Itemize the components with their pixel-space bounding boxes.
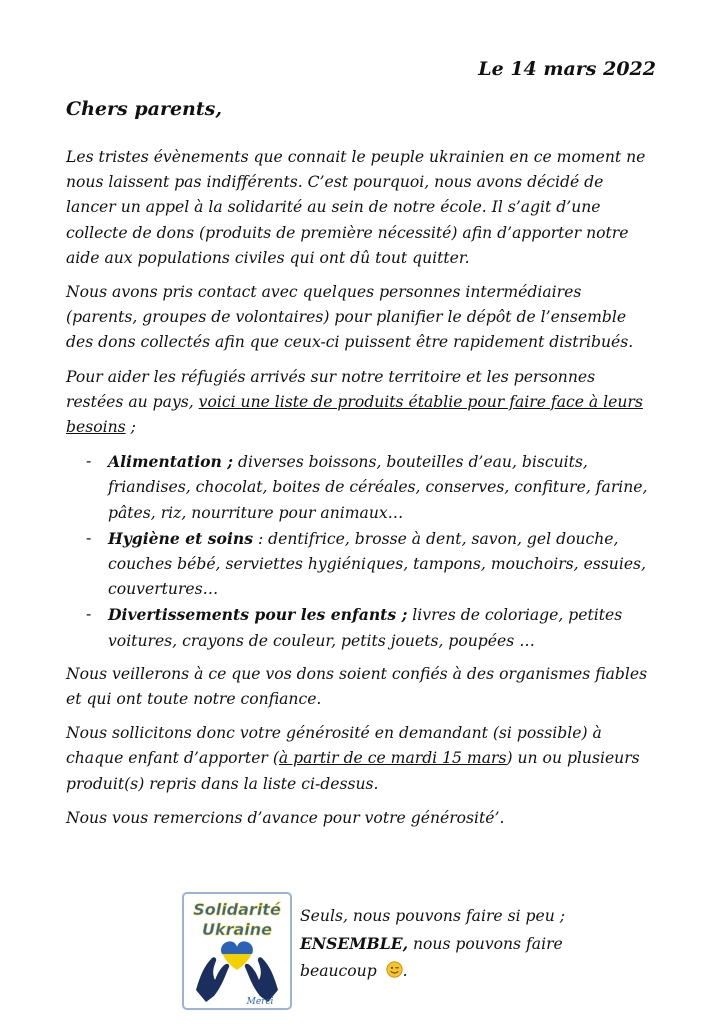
closing-quote: Seuls, nous pouvons faire si peu ; ENSEMBLE, nous pouvons faire beaucoup . [300,907,566,980]
closing-lead: Seuls, nous pouvons faire si peu ; [300,907,566,925]
list-item-text: : dentifrice, brosse à dent, savon, gel douche, couches bébé, serviettes hygiéniques, tampons, mouchoirs, essuies, couvertures… [108,529,647,599]
list-marker: - [86,528,92,547]
paragraph-intro: Les tristes évènements que connait le peuple ukrainien en ce moment ne nous laissent pas indifférents. C’est pourquoi, nous avons décidé de lancer un appel à la solidarité au sein de notre école. Il s’agit d’une collecte de dons (produits de première nécessité) afin d’apporter notre aide aux populations civiles qui ont dû tout quitter. [66,148,646,267]
list-marker: - [86,452,92,471]
paragraph-contacts: Nous avons pris contact avec quelques personnes intermédiaires (parents, groupes de volontaires) pour planifier le dépôt de l’ensemble des dons collectés afin que ceux-ci puissent être rapidement distribués. [66,283,634,352]
list-item-title: Alimentation ; [108,452,234,472]
paragraph-list-intro-tail: ; [125,418,136,437]
letter-greeting: Chers parents, [66,98,222,120]
paragraph-list-intro-lead: Pour aider les réfugiés arrivés sur notre territoire et les personnes restées au pays, [66,367,596,411]
smiley-icon [386,961,403,978]
logo-signature: Merci [246,997,274,1007]
paragraph-request [66,721,656,797]
product-list [66,449,656,654]
product-list-underlined: voici une liste de produits établie pour faire face à leurs besoins [66,392,643,437]
list-item-title: Hygiène et soins [108,528,254,548]
list-item-food [86,449,656,526]
letter-date: Le 14 mars 2022 [478,58,656,80]
list-item-entertainment [86,602,656,653]
paragraph-list-intro [66,365,656,441]
closing-emphasis: ENSEMBLE, [300,934,409,953]
list-item-text: livres de coloriage, petites voitures, crayons de couleur, petits jouets, poupées … [108,606,623,650]
solidarite-ukraine-logo [182,892,292,1010]
closing-tail: nous pouvons faire beaucoup [300,935,563,980]
logo-line1: Solidarité [193,900,281,919]
paragraph-request-lead: Nous sollicitons donc votre générosité en demandant (si possible) à chaque enfant d’apporter ( [66,724,602,768]
list-item-text: diverses boissons, bouteilles d’eau, biscuits, friandises, chocolat, boites de céréales, conserves, confiture, farine, pâtes, riz, nourriture pour animaux… [108,453,648,522]
paragraph-request-tail: ) un ou plusieurs produit(s) repris dans la liste ci-dessus. [66,749,640,793]
paragraph-trust: Nous veillerons à ce que vos dons soient confiés à des organismes fiables et qui ont toute notre confiance. [66,664,648,709]
logo-line2: Ukraine [201,920,273,939]
list-item-title: Divertissements pour les enfants ; [108,605,408,625]
start-date-underlined: à partir de ce mardi 15 mars [278,749,507,768]
paragraph-thanks: Nous vous remercions d’avance pour votre générosité’. [66,808,505,827]
list-marker: - [86,605,92,624]
letter-body [66,145,656,840]
list-item-hygiene [86,526,656,603]
